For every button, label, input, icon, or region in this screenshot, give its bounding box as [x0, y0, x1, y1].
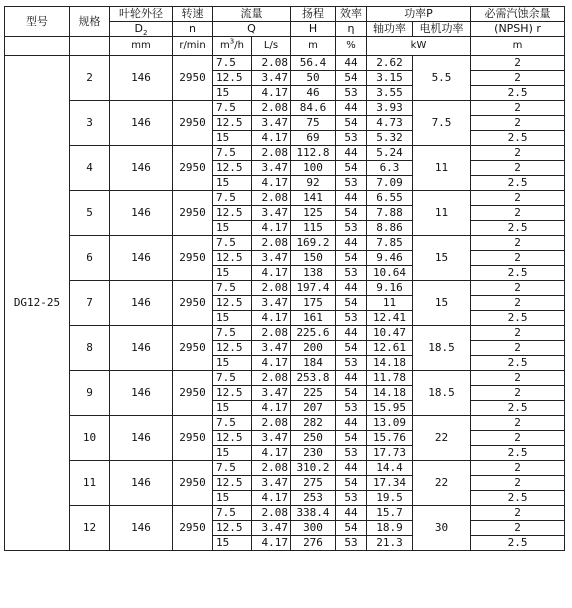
header-efficiency: 效率	[336, 7, 367, 22]
npsh-cell: 2	[471, 476, 565, 491]
npsh-cell: 2	[471, 296, 565, 311]
flow-m3h-cell: 7.5	[213, 191, 252, 206]
table-row	[5, 506, 565, 521]
flow-ls-cell: 2.08	[252, 371, 291, 386]
head-cell: 150	[291, 251, 336, 266]
flow-m3h-cell: 7.5	[213, 506, 252, 521]
flow-m3h-cell: 7.5	[213, 146, 252, 161]
shaft-power-cell: 3.15	[367, 71, 413, 86]
impeller-cell: 146	[110, 56, 173, 101]
shaft-power-cell: 7.85	[367, 236, 413, 251]
npsh-cell: 2.5	[471, 311, 565, 326]
table-row	[5, 461, 565, 476]
npsh-cell: 2	[471, 341, 565, 356]
flow-ls-cell: 2.08	[252, 56, 291, 71]
shaft-power-cell: 18.9	[367, 521, 413, 536]
spec-cell: 4	[70, 146, 110, 191]
flow-ls-cell: 4.17	[252, 536, 291, 551]
flow-m3h-cell: 7.5	[213, 236, 252, 251]
flow-m3h-cell: 15	[213, 401, 252, 416]
shaft-power-cell: 6.3	[367, 161, 413, 176]
efficiency-cell: 44	[336, 191, 367, 206]
flow-m3h-cell: 15	[213, 311, 252, 326]
impeller-cell: 146	[110, 236, 173, 281]
efficiency-cell: 53	[336, 446, 367, 461]
flow-m3h-cell: 15	[213, 221, 252, 236]
motor-power-cell: 11	[413, 191, 471, 236]
table-row	[5, 56, 565, 71]
unit-flow-ls: L/s	[252, 37, 291, 56]
efficiency-cell: 53	[336, 401, 367, 416]
npsh-cell: 2	[471, 386, 565, 401]
flow-m3h-cell: 12.5	[213, 386, 252, 401]
head-cell: 125	[291, 206, 336, 221]
npsh-cell: 2	[471, 251, 565, 266]
shaft-power-cell: 10.47	[367, 326, 413, 341]
spec-cell: 6	[70, 236, 110, 281]
flow-ls-cell: 3.47	[252, 386, 291, 401]
efficiency-cell: 54	[336, 71, 367, 86]
speed-cell: 2950	[173, 416, 213, 461]
efficiency-cell: 54	[336, 476, 367, 491]
table-row	[5, 236, 565, 251]
head-cell: 50	[291, 71, 336, 86]
flow-m3h-cell: 15	[213, 491, 252, 506]
motor-power-cell: 18.5	[413, 326, 471, 371]
head-cell: 250	[291, 431, 336, 446]
motor-power-cell: 22	[413, 416, 471, 461]
npsh-cell: 2	[471, 506, 565, 521]
flow-ls-cell: 3.47	[252, 521, 291, 536]
impeller-cell: 146	[110, 281, 173, 326]
pump-spec-table	[4, 6, 565, 551]
header-speed-symbol: n	[173, 22, 213, 37]
head-cell: 338.4	[291, 506, 336, 521]
head-cell: 225	[291, 386, 336, 401]
head-cell: 253.8	[291, 371, 336, 386]
shaft-power-cell: 11.78	[367, 371, 413, 386]
head-cell: 197.4	[291, 281, 336, 296]
npsh-cell: 2.5	[471, 491, 565, 506]
efficiency-cell: 53	[336, 536, 367, 551]
efficiency-cell: 44	[336, 416, 367, 431]
spec-cell: 11	[70, 461, 110, 506]
npsh-cell: 2	[471, 56, 565, 71]
spec-cell: 2	[70, 56, 110, 101]
flow-m3h-cell: 15	[213, 356, 252, 371]
header-model: 型号	[5, 7, 70, 37]
head-cell: 92	[291, 176, 336, 191]
flow-m3h-cell: 7.5	[213, 281, 252, 296]
flow-ls-cell: 2.08	[252, 326, 291, 341]
flow-m3h-cell: 12.5	[213, 476, 252, 491]
head-cell: 282	[291, 416, 336, 431]
head-cell: 69	[291, 131, 336, 146]
shaft-power-cell: 13.09	[367, 416, 413, 431]
head-cell: 138	[291, 266, 336, 281]
flow-m3h-cell: 15	[213, 131, 252, 146]
table-row	[5, 371, 565, 386]
shaft-power-cell: 9.46	[367, 251, 413, 266]
flow-ls-cell: 3.47	[252, 71, 291, 86]
efficiency-cell: 53	[336, 176, 367, 191]
shaft-power-cell: 19.5	[367, 491, 413, 506]
header-head-symbol: H	[291, 22, 336, 37]
shaft-power-cell: 17.34	[367, 476, 413, 491]
spec-cell: 3	[70, 101, 110, 146]
npsh-cell: 2.5	[471, 536, 565, 551]
flow-ls-cell: 4.17	[252, 356, 291, 371]
speed-cell: 2950	[173, 326, 213, 371]
efficiency-cell: 54	[336, 206, 367, 221]
flow-m3h-cell: 12.5	[213, 296, 252, 311]
head-cell: 169.2	[291, 236, 336, 251]
npsh-cell: 2.5	[471, 176, 565, 191]
shaft-power-cell: 5.32	[367, 131, 413, 146]
spec-cell: 10	[70, 416, 110, 461]
efficiency-cell: 44	[336, 146, 367, 161]
flow-ls-cell: 2.08	[252, 281, 291, 296]
npsh-cell: 2.5	[471, 356, 565, 371]
npsh-cell: 2.5	[471, 266, 565, 281]
flow-m3h-cell: 7.5	[213, 461, 252, 476]
efficiency-cell: 54	[336, 296, 367, 311]
shaft-power-cell: 15.95	[367, 401, 413, 416]
efficiency-cell: 53	[336, 266, 367, 281]
npsh-cell: 2	[471, 191, 565, 206]
shaft-power-cell: 12.41	[367, 311, 413, 326]
efficiency-cell: 44	[336, 326, 367, 341]
motor-power-cell: 7.5	[413, 101, 471, 146]
npsh-cell: 2	[471, 416, 565, 431]
npsh-cell: 2	[471, 161, 565, 176]
flow-m3h-cell: 7.5	[213, 416, 252, 431]
npsh-cell: 2	[471, 236, 565, 251]
header-flow: 流量	[213, 7, 291, 22]
efficiency-cell: 53	[336, 86, 367, 101]
flow-ls-cell: 4.17	[252, 491, 291, 506]
head-cell: 300	[291, 521, 336, 536]
head-cell: 100	[291, 161, 336, 176]
units-row	[5, 37, 565, 56]
shaft-power-cell: 9.16	[367, 281, 413, 296]
header-impeller: 叶轮外径	[110, 7, 173, 22]
header-speed: 转速	[173, 7, 213, 22]
npsh-cell: 2	[471, 71, 565, 86]
head-cell: 141	[291, 191, 336, 206]
head-cell: 200	[291, 341, 336, 356]
flow-ls-cell: 2.08	[252, 101, 291, 116]
shaft-power-cell: 14.4	[367, 461, 413, 476]
shaft-power-cell: 6.55	[367, 191, 413, 206]
shaft-power-cell: 4.73	[367, 116, 413, 131]
flow-ls-cell: 3.47	[252, 251, 291, 266]
shaft-power-cell: 12.61	[367, 341, 413, 356]
flow-m3h-cell: 12.5	[213, 116, 252, 131]
efficiency-cell: 53	[336, 131, 367, 146]
efficiency-cell: 44	[336, 236, 367, 251]
flow-ls-cell: 4.17	[252, 311, 291, 326]
flow-m3h-cell: 12.5	[213, 161, 252, 176]
flow-ls-cell: 3.47	[252, 431, 291, 446]
npsh-cell: 2	[471, 146, 565, 161]
speed-cell: 2950	[173, 506, 213, 551]
impeller-cell: 146	[110, 326, 173, 371]
speed-cell: 2950	[173, 461, 213, 506]
flow-m3h-cell: 12.5	[213, 71, 252, 86]
efficiency-cell: 54	[336, 341, 367, 356]
flow-ls-cell: 3.47	[252, 296, 291, 311]
speed-cell: 2950	[173, 146, 213, 191]
shaft-power-cell: 14.18	[367, 356, 413, 371]
shaft-power-cell: 2.62	[367, 56, 413, 71]
spec-cell: 7	[70, 281, 110, 326]
table-row	[5, 101, 565, 116]
flow-ls-cell: 3.47	[252, 341, 291, 356]
efficiency-cell: 44	[336, 371, 367, 386]
npsh-cell: 2.5	[471, 401, 565, 416]
efficiency-cell: 53	[336, 221, 367, 236]
npsh-cell: 2	[471, 431, 565, 446]
head-cell: 75	[291, 116, 336, 131]
speed-cell: 2950	[173, 281, 213, 326]
flow-m3h-cell: 12.5	[213, 251, 252, 266]
spec-cell: 8	[70, 326, 110, 371]
shaft-power-cell: 3.93	[367, 101, 413, 116]
impeller-cell: 146	[110, 506, 173, 551]
npsh-cell: 2	[471, 206, 565, 221]
flow-m3h-cell: 7.5	[213, 326, 252, 341]
header-head: 扬程	[291, 7, 336, 22]
npsh-cell: 2.5	[471, 221, 565, 236]
efficiency-cell: 54	[336, 161, 367, 176]
head-cell: 46	[291, 86, 336, 101]
npsh-cell: 2	[471, 281, 565, 296]
npsh-cell: 2	[471, 116, 565, 131]
flow-ls-cell: 3.47	[252, 161, 291, 176]
head-cell: 115	[291, 221, 336, 236]
head-cell: 253	[291, 491, 336, 506]
header-efficiency-symbol: η	[336, 22, 367, 37]
npsh-cell: 2	[471, 101, 565, 116]
efficiency-cell: 54	[336, 251, 367, 266]
impeller-cell: 146	[110, 371, 173, 416]
head-cell: 225.6	[291, 326, 336, 341]
efficiency-cell: 54	[336, 116, 367, 131]
npsh-cell: 2	[471, 371, 565, 386]
flow-m3h-cell: 15	[213, 266, 252, 281]
flow-m3h-cell: 12.5	[213, 206, 252, 221]
flow-m3h-cell: 7.5	[213, 56, 252, 71]
efficiency-cell: 53	[336, 311, 367, 326]
model-cell: DG12-25	[5, 56, 70, 551]
head-cell: 184	[291, 356, 336, 371]
flow-ls-cell: 4.17	[252, 176, 291, 191]
impeller-cell: 146	[110, 461, 173, 506]
efficiency-cell: 44	[336, 101, 367, 116]
flow-m3h-cell: 7.5	[213, 101, 252, 116]
shaft-power-cell: 3.55	[367, 86, 413, 101]
speed-cell: 2950	[173, 371, 213, 416]
efficiency-cell: 44	[336, 56, 367, 71]
flow-ls-cell: 2.08	[252, 146, 291, 161]
speed-cell: 2950	[173, 236, 213, 281]
unit-head: m	[291, 37, 336, 56]
motor-power-cell: 5.5	[413, 56, 471, 101]
header-impeller-symbol: $D_2$	[110, 22, 173, 37]
header-row-1	[5, 7, 565, 22]
table-row	[5, 191, 565, 206]
efficiency-cell: 53	[336, 491, 367, 506]
shaft-power-cell: 17.73	[367, 446, 413, 461]
unit-speed: r/min	[173, 37, 213, 56]
table-row	[5, 326, 565, 341]
head-cell: 275	[291, 476, 336, 491]
flow-ls-cell: 4.17	[252, 221, 291, 236]
motor-power-cell: 30	[413, 506, 471, 551]
head-cell: 175	[291, 296, 336, 311]
npsh-cell: 2	[471, 461, 565, 476]
header-motor-power: 电机功率	[413, 22, 471, 37]
efficiency-cell: 54	[336, 431, 367, 446]
flow-ls-cell: 2.08	[252, 506, 291, 521]
flow-ls-cell: 2.08	[252, 191, 291, 206]
header-npsh: 必需汽蚀余量	[471, 7, 565, 22]
efficiency-cell: 44	[336, 281, 367, 296]
flow-m3h-cell: 12.5	[213, 521, 252, 536]
flow-m3h-cell: 15	[213, 176, 252, 191]
speed-cell: 2950	[173, 101, 213, 146]
motor-power-cell: 22	[413, 461, 471, 506]
flow-ls-cell: 3.47	[252, 116, 291, 131]
impeller-cell: 146	[110, 146, 173, 191]
header-shaft-power: 轴功率	[367, 22, 413, 37]
flow-m3h-cell: 12.5	[213, 341, 252, 356]
flow-ls-cell: 4.17	[252, 86, 291, 101]
flow-ls-cell: 3.47	[252, 476, 291, 491]
shaft-power-cell: 5.24	[367, 146, 413, 161]
shaft-power-cell: 10.64	[367, 266, 413, 281]
table-row	[5, 416, 565, 431]
efficiency-cell: 54	[336, 386, 367, 401]
flow-ls-cell: 4.17	[252, 131, 291, 146]
head-cell: 276	[291, 536, 336, 551]
shaft-power-cell: 15.76	[367, 431, 413, 446]
motor-power-cell: 15	[413, 281, 471, 326]
table-row	[5, 281, 565, 296]
header-npsh-symbol: (NPSH) r	[471, 22, 565, 37]
spec-cell: 12	[70, 506, 110, 551]
unit-flow-m3h: $m^3/h$	[213, 37, 252, 56]
flow-ls-cell: 4.17	[252, 401, 291, 416]
efficiency-cell: 53	[336, 356, 367, 371]
flow-m3h-cell: 7.5	[213, 371, 252, 386]
head-cell: 112.8	[291, 146, 336, 161]
impeller-cell: 146	[110, 101, 173, 146]
header-flow-symbol: Q	[213, 22, 291, 37]
shaft-power-cell: 8.86	[367, 221, 413, 236]
efficiency-cell: 44	[336, 506, 367, 521]
unit-power: kW	[367, 37, 471, 56]
head-cell: 230	[291, 446, 336, 461]
shaft-power-cell: 15.7	[367, 506, 413, 521]
speed-cell: 2950	[173, 191, 213, 236]
flow-m3h-cell: 15	[213, 446, 252, 461]
npsh-cell: 2.5	[471, 131, 565, 146]
flow-m3h-cell: 12.5	[213, 431, 252, 446]
spec-cell: 9	[70, 371, 110, 416]
motor-power-cell: 15	[413, 236, 471, 281]
flow-m3h-cell: 15	[213, 536, 252, 551]
flow-ls-cell: 4.17	[252, 446, 291, 461]
shaft-power-cell: 11	[367, 296, 413, 311]
head-cell: 207	[291, 401, 336, 416]
head-cell: 56.4	[291, 56, 336, 71]
flow-ls-cell: 3.47	[252, 206, 291, 221]
npsh-cell: 2.5	[471, 446, 565, 461]
flow-ls-cell: 2.08	[252, 236, 291, 251]
flow-ls-cell: 2.08	[252, 416, 291, 431]
flow-ls-cell: 4.17	[252, 266, 291, 281]
npsh-cell: 2.5	[471, 86, 565, 101]
efficiency-cell: 44	[336, 461, 367, 476]
npsh-cell: 2	[471, 326, 565, 341]
head-cell: 161	[291, 311, 336, 326]
header-power: 功率P	[367, 7, 471, 22]
npsh-cell: 2	[471, 521, 565, 536]
shaft-power-cell: 7.09	[367, 176, 413, 191]
head-cell: 310.2	[291, 461, 336, 476]
head-cell: 84.6	[291, 101, 336, 116]
unit-efficiency: %	[336, 37, 367, 56]
motor-power-cell: 11	[413, 146, 471, 191]
header-spec: 规格	[70, 7, 110, 37]
flow-ls-cell: 2.08	[252, 461, 291, 476]
unit-npsh: m	[471, 37, 565, 56]
shaft-power-cell: 7.88	[367, 206, 413, 221]
impeller-cell: 146	[110, 191, 173, 236]
spec-cell: 5	[70, 191, 110, 236]
shaft-power-cell: 14.18	[367, 386, 413, 401]
speed-cell: 2950	[173, 56, 213, 101]
impeller-cell: 146	[110, 416, 173, 461]
table-body	[5, 56, 565, 551]
shaft-power-cell: 21.3	[367, 536, 413, 551]
unit-impeller: mm	[110, 37, 173, 56]
flow-m3h-cell: 15	[213, 86, 252, 101]
table-row	[5, 146, 565, 161]
efficiency-cell: 54	[336, 521, 367, 536]
motor-power-cell: 18.5	[413, 371, 471, 416]
